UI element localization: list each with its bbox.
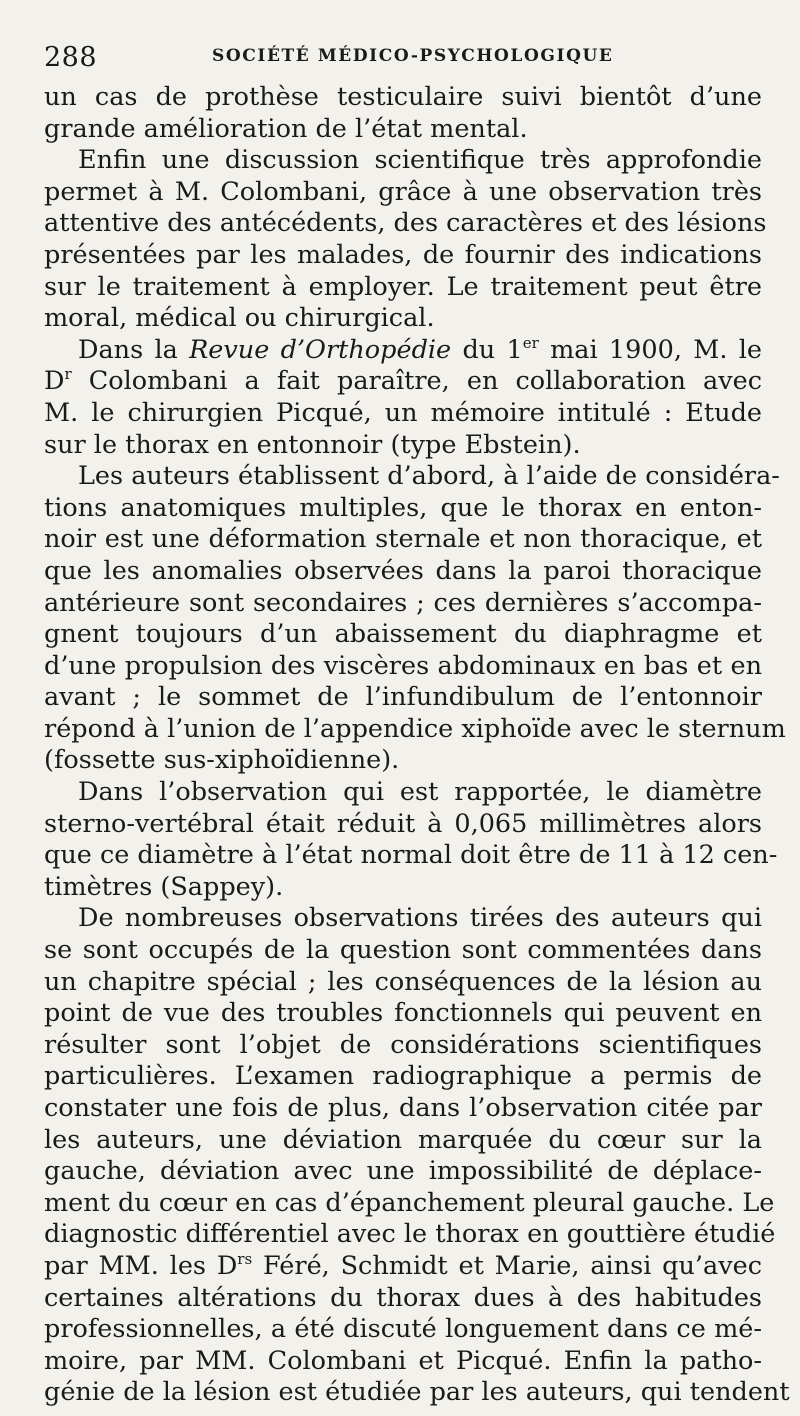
text-segment: par MM. les D	[44, 1250, 238, 1281]
text-segment: mai 1900, M. le	[538, 334, 762, 365]
text-line: avant ; le sommet de l’infundibulum de l’entonnoir	[44, 682, 762, 713]
text-line: certaines altérations du thorax dues à des habitudes	[44, 1282, 762, 1313]
text-segment: du 1	[451, 334, 523, 365]
superscript: r	[64, 365, 72, 384]
text-line	[44, 366, 762, 398]
text-line: moral, médical ou chirurgical.	[44, 303, 435, 334]
text-line: Enfin une discussion scientifique très approfondie	[78, 145, 762, 176]
text-line: noir est une déformation sternale et non thoracique, et	[44, 524, 762, 555]
text-line: tions anatomiques multiples, que le thorax en enton-	[44, 492, 762, 523]
superscript: er	[522, 333, 539, 352]
text-line: sur le thorax en entonnoir (type Ebstein).	[44, 429, 581, 460]
text-line: ment du cœur en cas d’épanchement pleural gauche. Le	[44, 1187, 775, 1218]
text-line: professionnelles, a été discuté longuement dans ce mé-	[44, 1314, 762, 1345]
text-line: que les anomalies observées dans la paroi thoracique	[44, 555, 762, 586]
text-line: sterno-vertébral était réduit à 0,065 millimètres alors	[44, 808, 762, 839]
text-line: d’une propulsion des viscères abdominaux en bas et en	[44, 650, 762, 681]
text-line: grande amélioration de l’état mental.	[44, 113, 528, 144]
body-text	[44, 82, 790, 1409]
text-line: que ce diamètre à l’état normal doit être de 11 à 12 cen-	[44, 840, 778, 871]
text-line: point de vue des troubles fonctionnels qui peuvent en	[44, 998, 762, 1029]
text-line: présentées par les malades, de fournir des indications	[44, 239, 762, 270]
text-segment: Dans la	[78, 334, 190, 365]
page-header	[44, 34, 762, 82]
text-line: particulières. L’examen radiographique a permis de	[44, 1061, 762, 1092]
text-line: attentive des antécédents, des caractères et des lésions	[44, 208, 767, 239]
text-segment: Féré, Schmidt et Marie, ainsi qu’avec	[252, 1250, 763, 1281]
text-line: antérieure sont secondaires ; ces dernières s’accompa-	[44, 587, 762, 618]
text-line: Les auteurs établissent d’abord, à l’aide de considéra-	[78, 461, 780, 492]
text-line: répond à l’union de l’appendice xiphoïde avec le sternum	[44, 713, 786, 744]
italic-title: Revue d’Orthopédie	[189, 334, 452, 365]
running-head: SOCIÉTÉ MÉDICO-PSYCHOLOGIQUE	[212, 46, 614, 66]
text-line: (fossette sus-xiphoïdienne).	[44, 745, 400, 776]
text-line: sur le traitement à employer. Le traitement peut être	[44, 271, 762, 302]
text-line: Dans l’observation qui est rapportée, le diamètre	[78, 777, 762, 808]
text-line: De nombreuses observations tirées des auteurs qui	[78, 903, 762, 934]
text-line	[44, 1251, 762, 1283]
text-line: moire, par MM. Colombani et Picqué. Enfin la patho-	[44, 1345, 762, 1376]
text-line: un cas de prothèse testiculaire suivi bientôt d’une	[44, 82, 762, 112]
text-line: gauche, déviation avec une impossibilité de déplace-	[44, 1156, 762, 1187]
text-segment: D	[44, 366, 65, 397]
text-line: se sont occupés de la question sont commentées dans	[44, 935, 762, 966]
text-line: un chapitre spécial ; les conséquences de la lésion au	[44, 966, 762, 997]
text-line: résulter sont l’objet de considérations scientifiques	[44, 1029, 762, 1060]
superscript: rs	[237, 1249, 253, 1268]
text-line: M. le chirurgien Picqué, un mémoire intitulé : Etude	[44, 397, 762, 428]
text-line: timètres (Sappey).	[44, 871, 284, 902]
text-segment: Colombani a fait paraître, en collaboration avec	[71, 366, 762, 397]
page-number: 288	[44, 42, 98, 73]
text-line	[44, 335, 762, 367]
text-line: permet à M. Colombani, grâce à une observation très	[44, 176, 762, 207]
text-line: diagnostic différentiel avec le thorax en gouttière étudié	[44, 1219, 776, 1250]
text-line: constater une fois de plus, dans l’observation citée par	[44, 1093, 762, 1123]
text-line: les auteurs, une déviation marquée du cœur sur la	[44, 1124, 762, 1155]
text-line: gnent toujours d’un abaissement du diaphragme et	[44, 619, 762, 650]
text-line: génie de la lésion est étudiée par les auteurs, qui tendent	[44, 1377, 790, 1408]
